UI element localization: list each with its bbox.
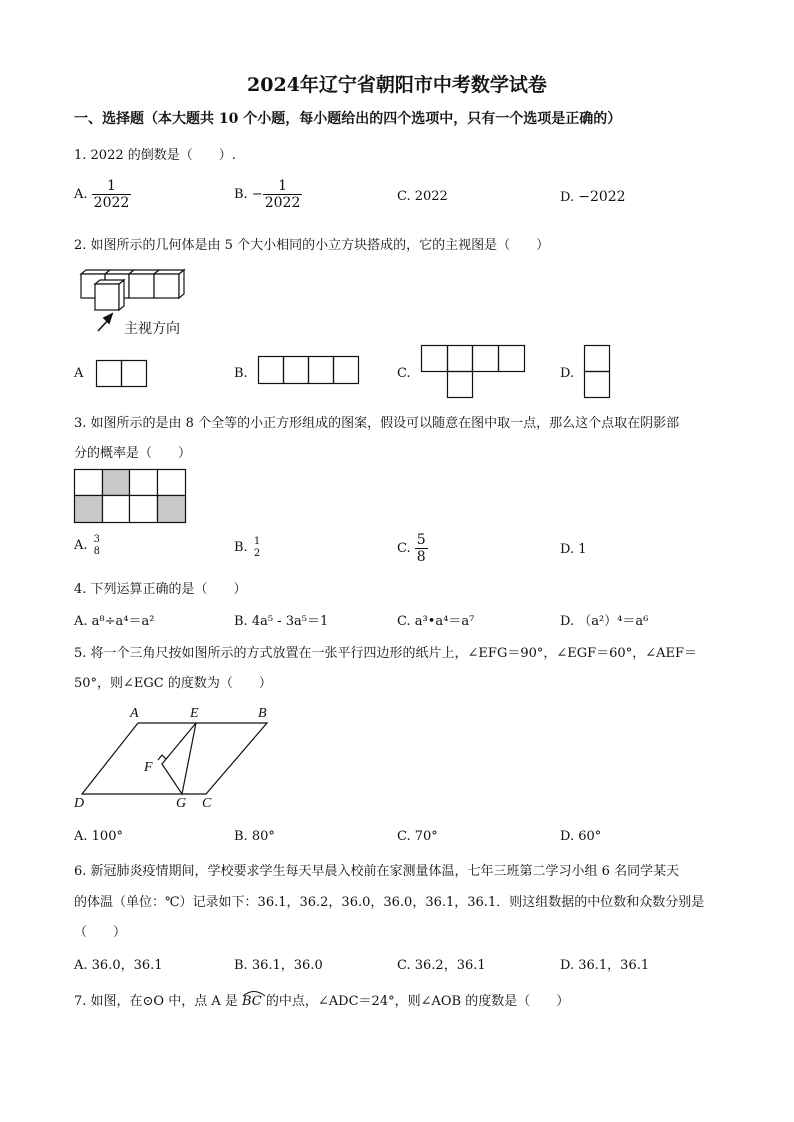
q5-parallelogram-figure: [72, 703, 282, 811]
q6-stem-line2: 的体温（单位：℃）记录如下：36.1，36.2，36.0，36.0，36.1，36.1．则这组数据的中位数和众数分别是: [74, 895, 705, 910]
q1-option-d: D. −2022: [560, 189, 626, 205]
q2-option-b-figure: [258, 356, 362, 386]
q5-option-a: A. 100°: [74, 829, 123, 844]
page-title: 2024年辽宁省朝阳市中考数学试卷: [247, 74, 547, 96]
q2-stem: 2. 如图所示的几何体是由 5 个大小相同的小立方块搭成的，它的主视图是（ ）: [74, 238, 550, 253]
q1-stem: 1. 2022 的倒数是（ ）.: [74, 148, 236, 163]
q5-label-c: C: [202, 796, 212, 811]
q3-option-a: A. 3 8: [74, 534, 101, 557]
q3-option-c: C. $\frac{5}{8}$: [397, 532, 426, 566]
q2-option-d-label: D.: [560, 366, 575, 381]
q2-option-c-label: C.: [397, 366, 411, 381]
q7-stem: 7. 如图，在⊙O 中，点 A 是 BC 的中点，∠ADC＝24°，则∠AOB 的度数是（ ）: [74, 990, 569, 1009]
q3-stem-line1: 3. 如图所示的是由 8 个全等的小正方形组成的图案，假设可以随意在图中取一点，那么这个点取在阴影部: [74, 416, 680, 431]
q5-label-b: B: [258, 706, 267, 721]
q5-option-c: C. 70°: [397, 829, 438, 844]
q2-option-d-figure: [584, 345, 612, 401]
q5-option-b: B. 80°: [234, 829, 275, 844]
q6-option-b: B. 36.1，36.0: [234, 958, 323, 973]
section-heading: 一、选择题（本大题共 10 个小题，每小题给出的四个选项中，只有一个选项是正确的）: [74, 111, 622, 127]
q5-label-g: G: [176, 796, 187, 811]
q1-option-c: C. 2022: [397, 189, 448, 204]
q5-label-a: A: [130, 706, 139, 721]
q4-stem: 4. 下列运算正确的是（ ）: [74, 582, 247, 597]
q3-option-b: B. 1 2: [234, 536, 261, 559]
q6-option-a: A. 36.0，36.1: [74, 958, 163, 973]
q6-option-d: D. 36.1，36.1: [560, 958, 650, 973]
q7-arc-label: BC: [242, 994, 262, 1009]
q4-option-d: D. （a²）⁴＝a⁶: [560, 614, 649, 629]
q6-stem-line3: （ ）: [74, 925, 127, 940]
q5-stem-line1: 5. 将一个三角尺按如图所示的方式放置在一张平行四边形的纸片上，∠EFG＝90°，∠EGF＝60°，∠AEF＝: [74, 646, 697, 661]
arc-icon: [242, 989, 266, 997]
q5-stem-line2: 50°，则∠EGC 的度数为（ ）: [74, 676, 272, 691]
q4-option-a: A. a⁸÷a⁴＝a²: [74, 614, 155, 629]
q4-option-c: C. a³•a⁴＝a⁷: [397, 614, 475, 629]
q3-stem-line2: 分的概率是（ ）: [74, 446, 192, 461]
view-direction-label: 主视方向: [124, 321, 180, 337]
q6-stem-line1: 6. 新冠肺炎疫情期间，学校要求学生每天早晨入校前在家测量体温，七年三班第二学习小组 6 名同学某天: [74, 864, 680, 879]
q2-option-c-figure: [421, 345, 527, 401]
q5-label-f: F: [144, 760, 153, 775]
q4-option-b: B. 4a⁵ - 3a⁵＝1: [234, 614, 329, 629]
q1-option-a: A. $\frac{1}{2022}$: [74, 178, 130, 212]
q5-label-e: E: [190, 706, 199, 721]
q3-grid-figure: [74, 469, 188, 525]
q2-option-a-label: A: [74, 366, 84, 381]
q2-option-b-label: B.: [234, 366, 248, 381]
q1-option-b: B. − $\frac{1}{2022}$: [234, 178, 301, 212]
q3-option-d: D. 1: [560, 542, 587, 557]
q2-option-a-figure: [96, 360, 148, 388]
q6-option-c: C. 36.2，36.1: [397, 958, 486, 973]
q5-option-d: D. 60°: [560, 829, 602, 844]
q5-label-d: D: [74, 796, 85, 811]
